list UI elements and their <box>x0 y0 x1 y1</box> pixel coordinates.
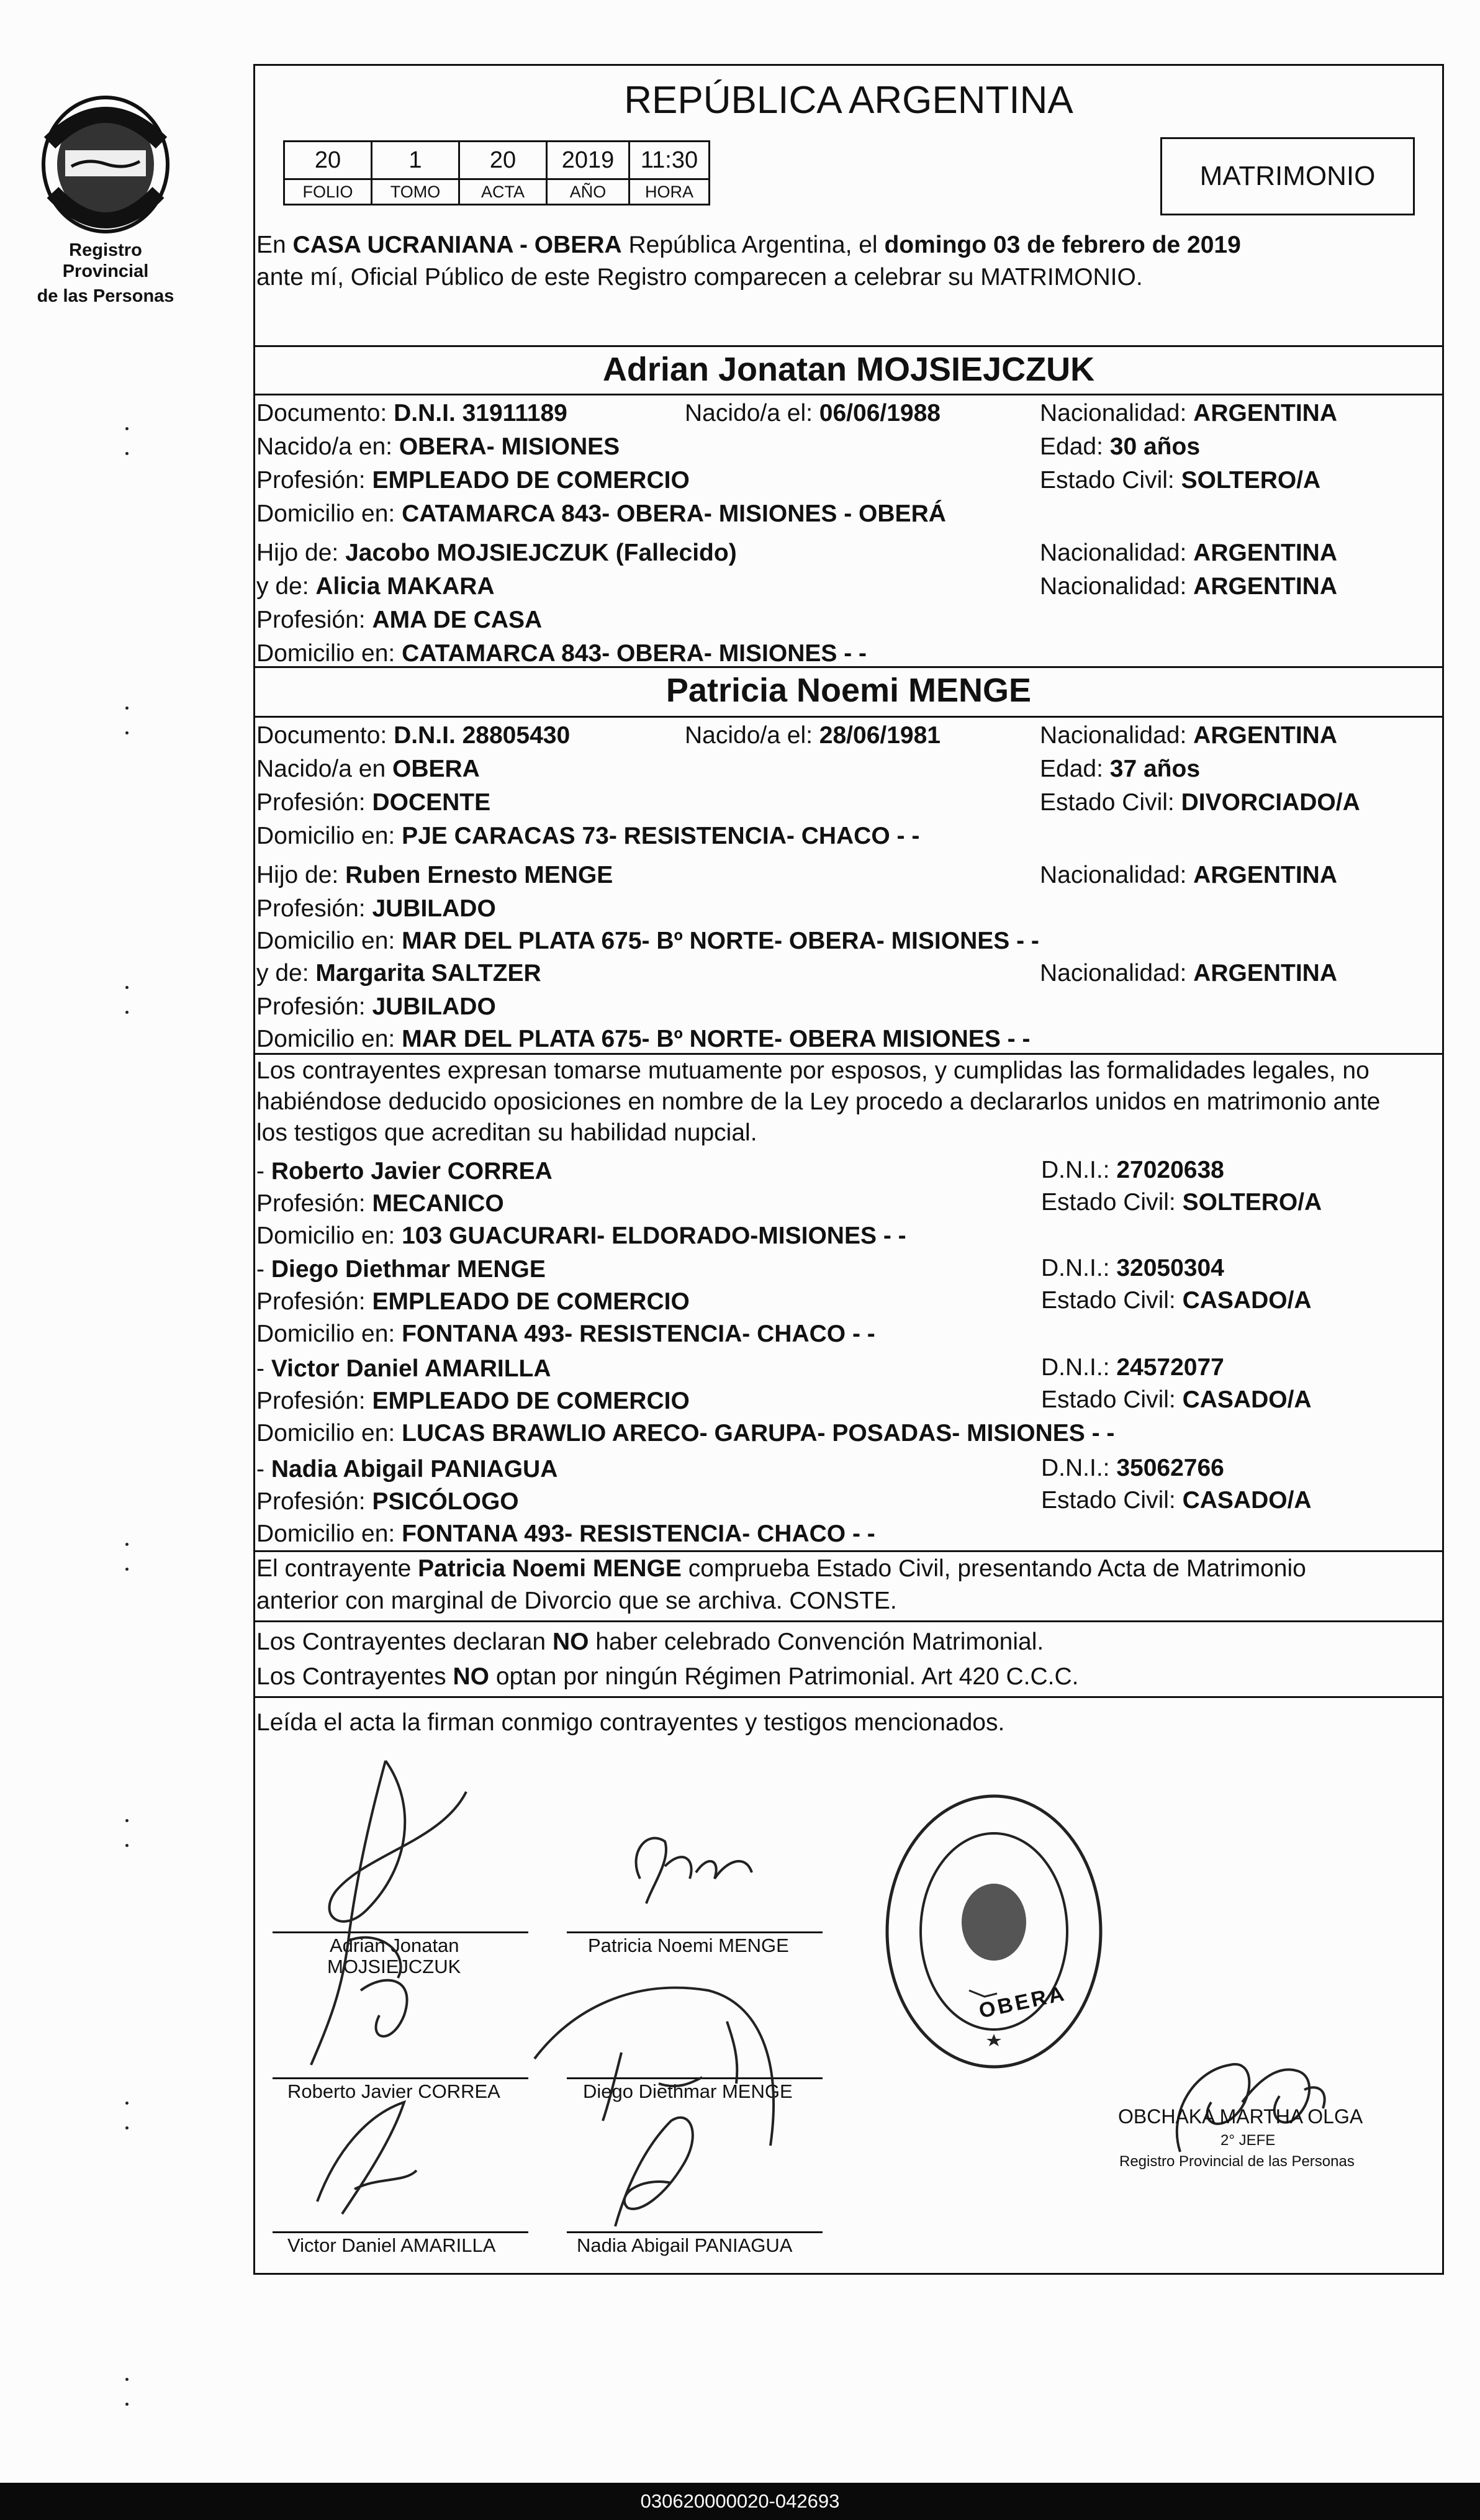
margin-dot <box>125 1819 129 1822</box>
bride-mother-address <box>256 1023 1030 1056</box>
field-value: 06/06/1988 <box>819 400 941 427</box>
margin-dot <box>125 452 129 455</box>
witness-3-address <box>256 1417 1114 1450</box>
field-value: MECANICO <box>372 1190 504 1217</box>
field-value: DIVORCIADO/A <box>1181 789 1360 816</box>
field-label: Domicilio en: <box>256 1321 402 1347</box>
field-value: 28/06/1981 <box>819 722 941 749</box>
page-title: REPÚBLICA ARGENTINA <box>624 79 1073 122</box>
province-seal-icon <box>37 93 174 236</box>
field-value: Diego Diethmar MENGE <box>271 1256 546 1283</box>
field-label: Documento: <box>256 722 394 749</box>
divider <box>255 394 1442 395</box>
hora-value: 11:30 <box>629 142 710 179</box>
field-label: D.N.I.: <box>1041 1255 1117 1281</box>
witness-2-profession <box>256 1285 690 1319</box>
acta-value: 20 <box>459 142 547 179</box>
bride-documento <box>256 719 570 752</box>
divider <box>255 1696 1442 1698</box>
field-value: SOLTERO/A <box>1181 467 1321 494</box>
closing-text: Leída el acta la firman conmigo contrayentes y testigos mencionados. <box>256 1709 1005 1736</box>
field-value: ARGENTINA <box>1193 400 1338 427</box>
field-label: Nacionalidad: <box>1040 400 1194 427</box>
witness-2-civil-status <box>1041 1284 1312 1317</box>
margin-dot <box>125 2102 129 2105</box>
groom-signature-label-1: Adrian Jonatan <box>330 1935 459 1956</box>
field-label: Domicilio en: <box>256 928 402 954</box>
margin-dot <box>125 1011 129 1014</box>
hora-label: HORA <box>629 179 710 205</box>
convention-line-1 <box>256 1625 1044 1659</box>
groom-civil-status <box>1040 464 1320 497</box>
witness-4-address <box>256 1517 875 1551</box>
field-label: Domicilio en: <box>256 1520 402 1547</box>
field-value: EMPLEADO DE COMERCIO <box>372 1388 690 1414</box>
divider <box>255 1620 1442 1622</box>
groom-documento <box>256 397 567 430</box>
witness-1-civil-status <box>1041 1186 1322 1219</box>
field-value: Alicia MAKARA <box>315 573 495 600</box>
field-label: Domicilio en: <box>256 1222 402 1249</box>
field-label: Hijo de: <box>256 862 346 888</box>
field-label: Profesión: <box>256 1288 372 1315</box>
field-label: y de: <box>256 960 316 987</box>
field-value: 37 años <box>1109 756 1201 782</box>
field-value: CATAMARCA 843- OBERA- MISIONES - OBERÁ <box>402 500 946 527</box>
field-label: Profesión: <box>256 607 372 633</box>
field-label: Documento: <box>256 400 394 427</box>
margin-dot <box>125 2403 129 2406</box>
groom-mother <box>256 570 495 603</box>
margin-dot <box>125 731 129 734</box>
intro-line-2: ante mí, Oficial Público de este Registro comparecen a celebrar su MATRIMONIO. <box>256 264 1143 291</box>
bride-profession <box>256 786 490 820</box>
field-value: 24572077 <box>1116 1354 1224 1381</box>
witness-2-dni <box>1041 1252 1224 1285</box>
groom-parents-address <box>256 637 867 671</box>
field-value: MAR DEL PLATA 675- Bº NORTE- OBERA MISIONES - - <box>402 1026 1031 1052</box>
bride-father-profession <box>256 892 496 926</box>
margin-dot <box>125 2378 129 2381</box>
witness-4-name <box>256 1453 557 1486</box>
margin-dot <box>125 2126 129 2129</box>
witness-2-signature-label: Diego Diethmar MENGE <box>583 2080 793 2102</box>
witness-3-dni <box>1041 1351 1224 1384</box>
field-value: OBERA- MISIONES <box>399 433 620 460</box>
bride-name: Patricia Noemi MENGE <box>666 672 1032 709</box>
witness-1-signature-label: Roberto Javier CORREA <box>287 2080 500 2102</box>
field-value: Victor Daniel AMARILLA <box>271 1355 551 1382</box>
field-value: CASADO/A <box>1182 1287 1312 1314</box>
bride-father-nationality <box>1040 859 1337 892</box>
bullet: - <box>256 1256 271 1283</box>
field-value: FONTANA 493- RESISTENCIA- CHACO - - <box>402 1321 875 1347</box>
groom-mother-profession <box>256 603 542 637</box>
bride-mother <box>256 957 541 990</box>
field-label: Profesión: <box>256 1488 372 1515</box>
ano-value: 2019 <box>547 142 629 179</box>
groom-signature-scribble-icon <box>292 1755 516 2077</box>
bullet: - <box>256 1456 271 1483</box>
margin-dot <box>125 427 129 430</box>
groom-profession <box>256 464 690 497</box>
registry-logo <box>34 93 177 310</box>
field-label: Domicilio en: <box>256 823 402 849</box>
bride-birthplace <box>256 752 480 786</box>
groom-father <box>256 536 737 570</box>
groom-father-nationality <box>1040 536 1337 570</box>
field-label: Nacionalidad: <box>1040 960 1194 987</box>
witness-3-signature-scribble-icon <box>280 2077 466 2239</box>
field-value: EMPLEADO DE COMERCIO <box>372 1288 690 1315</box>
groom-nationality <box>1040 397 1337 430</box>
convention-text: Los Contrayentes declaran <box>256 1628 553 1655</box>
logo-caption-1: Registro Provincial <box>62 240 149 281</box>
intro-text: República Argentina, el <box>621 232 885 258</box>
groom-birthplace <box>256 430 620 464</box>
field-label: Edad: <box>1040 756 1110 782</box>
field-value: Jacobo MOJSIEJCZUK (Fallecido) <box>345 540 737 566</box>
bride-birthdate <box>685 719 941 752</box>
field-value: ARGENTINA <box>1193 722 1338 749</box>
field-value: 35062766 <box>1116 1455 1224 1481</box>
stamp-city: OBERA <box>977 1981 1069 2023</box>
field-value: D.N.I. 31911189 <box>394 400 567 427</box>
field-value: Nadia Abigail PANIAGUA <box>271 1456 558 1483</box>
note-line-2: anterior con marginal de Divorcio que se archiva. CONSTE. <box>256 1587 897 1614</box>
declaration-line-1: Los contrayentes expresan tomarse mutuamente por esposos, y cumplidas las formalidades legales, no <box>256 1057 1369 1084</box>
field-value: FONTANA 493- RESISTENCIA- CHACO - - <box>402 1520 875 1547</box>
field-label: D.N.I.: <box>1041 1157 1117 1183</box>
field-label: Profesión: <box>256 789 372 816</box>
witness-2-name <box>256 1253 546 1286</box>
bride-mother-nationality <box>1040 957 1337 990</box>
field-label: D.N.I.: <box>1041 1455 1117 1481</box>
field-value: DOCENTE <box>372 789 491 816</box>
witness-1-profession <box>256 1187 504 1221</box>
witness-2-address <box>256 1317 875 1351</box>
witness-4-civil-status <box>1041 1484 1312 1517</box>
field-label: Estado Civil: <box>1040 789 1181 816</box>
bride-father-address <box>256 924 1039 958</box>
officer-office: Registro Provincial de las Personas <box>1119 2153 1355 2170</box>
witness-4-profession <box>256 1485 519 1519</box>
convention-text: optan por ningún Régimen Patrimonial. Art 420 C.C.C. <box>489 1663 1079 1690</box>
intro-text: En <box>256 232 293 258</box>
witness-1-name <box>256 1155 553 1188</box>
field-value: JUBILADO <box>372 895 496 922</box>
logo-caption-2: de las Personas <box>37 286 174 306</box>
intro-line-1 <box>256 228 1241 262</box>
field-label: D.N.I.: <box>1041 1354 1117 1381</box>
bride-civil-status <box>1040 786 1360 820</box>
divider <box>255 666 1442 668</box>
field-label: Nacido/a el: <box>685 400 819 427</box>
field-label: Profesión: <box>256 467 372 494</box>
officer-name: OBCHAKA MARTHA OLGA <box>1118 2105 1363 2128</box>
field-value: D.N.I. 28805430 <box>394 722 571 749</box>
field-label: Nacionalidad: <box>1040 540 1194 566</box>
officer-rank: 2° JEFE <box>1221 2132 1276 2149</box>
bride-signature-label: Patricia Noemi MENGE <box>588 1935 789 1956</box>
field-label: Nacionalidad: <box>1040 722 1194 749</box>
field-label: Profesión: <box>256 895 372 922</box>
witness-3-signature-label: Victor Daniel AMARILLA <box>287 2234 496 2256</box>
field-value: CASADO/A <box>1182 1487 1312 1514</box>
field-value: OBERA <box>392 756 480 782</box>
bride-address <box>256 820 919 853</box>
witness-1-address <box>256 1219 906 1253</box>
field-value: Ruben Ernesto MENGE <box>345 862 613 888</box>
groom-age <box>1040 430 1200 464</box>
bride-father <box>256 859 613 892</box>
field-label: Estado Civil: <box>1041 1287 1183 1314</box>
witness-4-signature-label: Nadia Abigail PANIAGUA <box>577 2234 793 2256</box>
field-label: Estado Civil: <box>1041 1386 1183 1413</box>
footer-code: 030620000020-042693 <box>0 2483 1480 2520</box>
note-line-1 <box>256 1552 1306 1586</box>
divider <box>255 345 1442 347</box>
field-label: Edad: <box>1040 433 1110 460</box>
field-label: Domicilio en: <box>256 1420 402 1447</box>
field-value: SOLTERO/A <box>1182 1189 1322 1216</box>
bride-age <box>1040 752 1200 786</box>
witness-3-civil-status <box>1041 1383 1312 1417</box>
field-value: CATAMARCA 843- OBERA- MISIONES - - <box>402 640 867 667</box>
field-value: 30 años <box>1109 433 1201 460</box>
tomo-label: TOMO <box>372 179 459 205</box>
field-label: Nacido/a en: <box>256 433 399 460</box>
field-value: 103 GUACURARI- ELDORADO-MISIONES - - <box>402 1222 906 1249</box>
field-label: Domicilio en: <box>256 640 402 667</box>
field-label: Nacionalidad: <box>1040 573 1194 600</box>
convention-line-2 <box>256 1660 1079 1694</box>
field-label: Domicilio en: <box>256 1026 402 1052</box>
field-value: AMA DE CASA <box>372 607 543 633</box>
convention-no: NO <box>453 1663 490 1690</box>
witness-4-signature-scribble-icon <box>578 2084 739 2245</box>
bride-mother-profession <box>256 990 496 1024</box>
record-data-table <box>283 140 710 205</box>
field-value: LUCAS BRAWLIO ARECO- GARUPA- POSADAS- MISIONES - - <box>402 1420 1115 1447</box>
field-label: Estado Civil: <box>1041 1189 1183 1216</box>
field-value: 32050304 <box>1116 1255 1224 1281</box>
field-value: PJE CARACAS 73- RESISTENCIA- CHACO - - <box>402 823 920 849</box>
groom-name: Adrian Jonatan MOJSIEJCZUK <box>602 351 1095 388</box>
convention-no: NO <box>552 1628 589 1655</box>
ano-label: AÑO <box>547 179 629 205</box>
note-text: comprueba Estado Civil, presentando Acta de Matrimonio <box>681 1555 1306 1582</box>
field-label: Nacido/a el: <box>685 722 819 749</box>
record-type-box: MATRIMONIO <box>1160 137 1415 215</box>
ceremony-place: CASA UCRANIANA - OBERA <box>292 232 622 258</box>
registry-stamp-icon <box>876 1786 1112 2077</box>
witness-4-dni <box>1041 1452 1224 1485</box>
acta-label: ACTA <box>459 179 547 205</box>
groom-signature-label-2: MOJSIEJCZUK <box>327 1956 461 1977</box>
field-value: 27020638 <box>1116 1157 1224 1183</box>
field-value: EMPLEADO DE COMERCIO <box>372 467 690 494</box>
note-text: El contrayente <box>256 1555 418 1582</box>
field-value: ARGENTINA <box>1193 540 1338 566</box>
field-value: PSICÓLOGO <box>372 1488 519 1515</box>
margin-dot <box>125 986 129 989</box>
ceremony-date: domingo 03 de febrero de 2019 <box>884 232 1241 258</box>
folio-label: FOLIO <box>284 179 372 205</box>
margin-dot <box>125 1568 129 1571</box>
field-value: ARGENTINA <box>1193 573 1338 600</box>
note-name: Patricia Noemi MENGE <box>418 1555 682 1582</box>
field-value: JUBILADO <box>372 993 496 1020</box>
margin-dot <box>125 707 129 710</box>
bullet: - <box>256 1355 271 1382</box>
field-value: Margarita SALTZER <box>315 960 541 987</box>
field-label: Profesión: <box>256 993 372 1020</box>
field-value: Roberto Javier CORREA <box>271 1158 553 1185</box>
convention-text: Los Contrayentes <box>256 1663 453 1690</box>
declaration-line-3: los testigos que acreditan su habilidad nupcial. <box>256 1119 757 1146</box>
tomo-value: 1 <box>372 142 459 179</box>
margin-dot <box>125 1543 129 1546</box>
certificate-frame <box>253 64 1444 2275</box>
field-label: Estado Civil: <box>1041 1487 1183 1514</box>
bride-nationality <box>1040 719 1337 752</box>
witness-3-profession <box>256 1384 690 1418</box>
field-label: Nacido/a en <box>256 756 392 782</box>
groom-mother-nationality <box>1040 570 1337 603</box>
convention-text: haber celebrado Convención Matrimonial. <box>589 1628 1044 1655</box>
field-label: Estado Civil: <box>1040 467 1181 494</box>
field-label: Domicilio en: <box>256 500 402 527</box>
divider <box>255 716 1442 718</box>
field-value: CASADO/A <box>1182 1386 1312 1413</box>
groom-birthdate <box>685 397 941 430</box>
declaration-line-2: habiéndose deducido oposiciones en nombre de la Ley procedo a declararlos unidos en matrimonio ante <box>256 1088 1381 1115</box>
witness-1-dni <box>1041 1154 1224 1187</box>
field-label: Nacionalidad: <box>1040 862 1194 888</box>
field-label: Hijo de: <box>256 540 346 566</box>
folio-value: 20 <box>284 142 372 179</box>
field-value: MAR DEL PLATA 675- Bº NORTE- OBERA- MISIONES - - <box>402 928 1039 954</box>
groom-address <box>256 497 946 531</box>
field-label: Profesión: <box>256 1388 372 1414</box>
field-value: ARGENTINA <box>1193 862 1338 888</box>
witness-3-name <box>256 1352 551 1386</box>
bullet: - <box>256 1158 271 1185</box>
field-label: y de: <box>256 573 316 600</box>
field-value: ARGENTINA <box>1193 960 1338 987</box>
field-label: Profesión: <box>256 1190 372 1217</box>
margin-dot <box>125 1844 129 1847</box>
